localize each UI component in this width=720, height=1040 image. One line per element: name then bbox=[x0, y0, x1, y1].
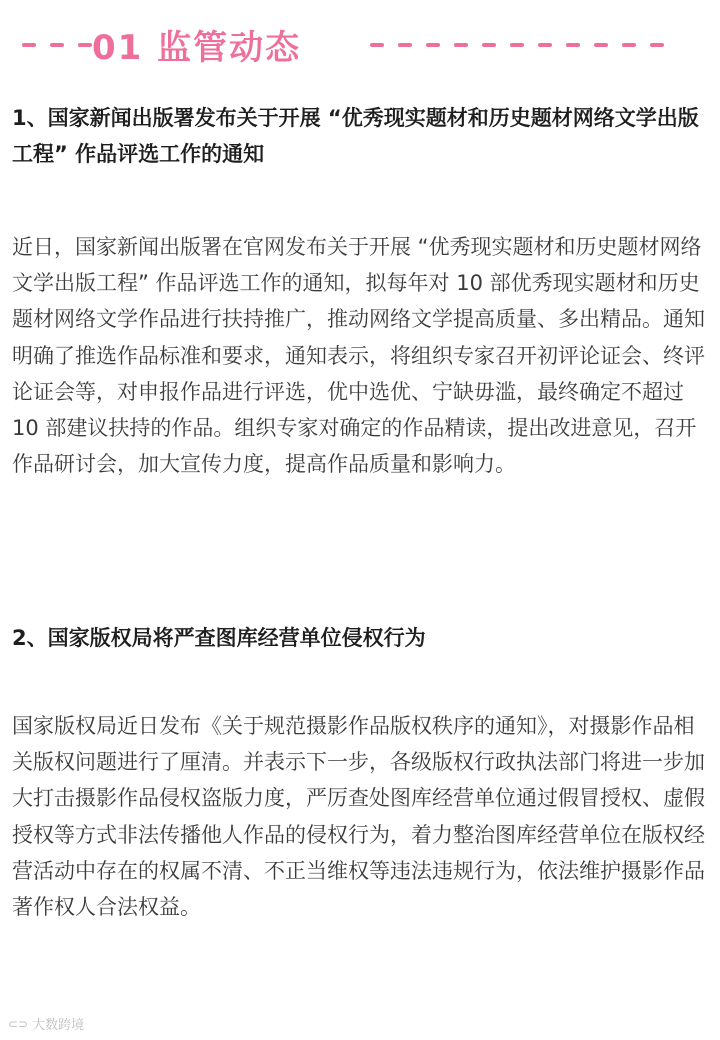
watermark bbox=[8, 1014, 84, 1033]
header-number: 01 bbox=[92, 28, 144, 68]
section-1-heading: 1、国家新闻出版署发布关于开展 “优秀现实题材和历史题材网络文学出版工程” 作品评选工作的通知 bbox=[12, 106, 699, 166]
link-icon: ⊂⊃ bbox=[8, 1016, 29, 1031]
header-dash-left bbox=[22, 43, 92, 49]
section-1-body: 近日，国家新闻出版署在官网发布关于开展 “优秀现实题材和历史题材网络文学出版工程” 作品评选工作的通知，拟每年对 10 部优秀现实题材和历史题材网络文学作品进行扶持推广，推动网络文学提高质量、多出精品。通知明确了推选作品标准和要求，通知表示，将组织专家召开初评论证会、终评论证会等，对申报作品进行评选，优中选优、宁缺毋滥，最终确定不超过 10 部建议扶持的作品。组织专家对确定的作品精读，提出改进意见，召开作品研讨会，加大宣传力度，提高作品质量和影响力。 bbox=[12, 235, 705, 477]
watermark-text: 大数跨境 bbox=[32, 1018, 85, 1033]
header-title bbox=[92, 20, 301, 69]
section-header bbox=[0, 18, 720, 74]
section-2-body: 国家版权局近日发布《关于规范摄影作品版权秩序的通知》，对摄影作品相关版权问题进行了厘清。并表示下一步，各级版权行政执法部门将进一步加大打击摄影作品侵权盗版力度，严厉查处图库经营单位通过假冒授权、虚假授权等方式非法传播他人作品的侵权行为，着力整治图库经营单位在版权经营活动中存在的权属不清、不正当维权等违法违规行为，依法维护摄影作品著作权人合法权益。 bbox=[12, 714, 705, 920]
section-2-heading: 2、国家版权局将严查图库经营单位侵权行为 bbox=[12, 626, 426, 650]
header-title-text: 监管动态 bbox=[157, 28, 302, 68]
header-dash-right bbox=[370, 43, 664, 49]
